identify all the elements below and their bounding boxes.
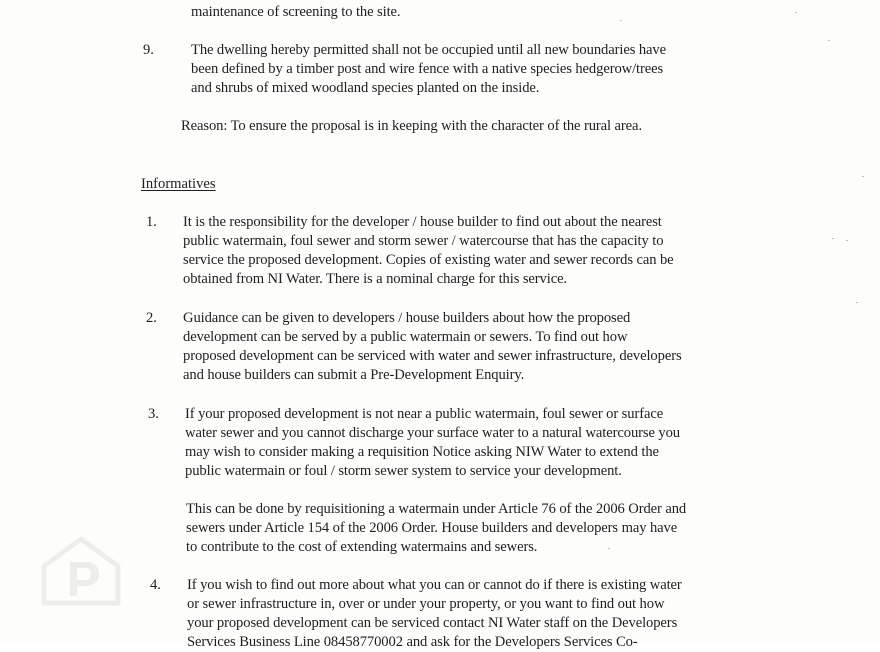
condition-9-number: 9. xyxy=(143,42,154,58)
informative-2-number: 2. xyxy=(146,310,157,326)
informative-3-line-4: public watermain or foul / storm sewer system to service your development. xyxy=(185,463,622,479)
scan-speck xyxy=(608,548,610,549)
informative-3-para2-line-3: to contribute to the cost of extending watermains and sewers. xyxy=(186,539,538,555)
informative-3-number: 3. xyxy=(148,406,159,422)
informative-3-para2-line-1: This can be done by requisitioning a watermain under Article 76 of the 2006 Order and xyxy=(186,501,687,517)
scan-speck xyxy=(795,12,797,13)
informative-1-number: 1. xyxy=(146,214,157,230)
condition-9-line-2: been defined by a timber post and wire fence with a native species hedgerow/trees xyxy=(191,61,664,77)
scan-speck xyxy=(846,240,848,241)
informative-2-line-4: and house builders can submit a Pre-Development Enquiry. xyxy=(183,367,525,383)
condition-9-line-1: The dwelling hereby permitted shall not be occupied until all new boundaries have xyxy=(191,42,666,58)
informatives-heading: Informatives xyxy=(141,176,216,192)
informative-1-line-4: obtained from NI Water. There is a nominal charge for this service. xyxy=(183,271,568,287)
informative-4-line-1: If you wish to find out more about what you can or cannot do if there is existing water xyxy=(187,577,682,593)
informative-3-line-2: water sewer and you cannot discharge your surface water to a natural watercourse you xyxy=(185,425,681,441)
informative-4-number: 4. xyxy=(150,577,161,593)
informative-2-line-1: Guidance can be given to developers / house builders about how the proposed xyxy=(183,310,631,326)
scan-speck xyxy=(856,302,858,303)
informative-1-line-2: public watermain, foul sewer and storm sewer / watercourse that has the capacity to xyxy=(183,233,664,249)
informative-1-line-3: service the proposed development. Copies of existing water and sewer records can be xyxy=(183,252,674,268)
condition-9-line-3: and shrubs of mixed woodland species planted on the inside. xyxy=(191,80,540,96)
informative-3-para2-line-2: sewers under Article 154 of the 2006 Order. House builders and developers may have xyxy=(186,520,678,536)
informative-2-line-3: proposed development can be serviced with water and sewer infrastructure, developers xyxy=(183,348,682,364)
informative-1-line-1: It is the responsibility for the developer / house builder to find out about the nearest xyxy=(183,214,662,230)
house-logo-watermark-icon xyxy=(40,536,122,606)
condition-8-tail: maintenance of screening to the site. xyxy=(191,4,401,20)
informative-4-line-4: Services Business Line 08458770002 and ask for the Developers Services Co- xyxy=(187,634,638,650)
informative-2-line-2: development can be served by a public watermain or sewers. To find out how xyxy=(183,329,628,345)
scan-speck xyxy=(832,238,834,239)
condition-9-reason: Reason: To ensure the proposal is in keeping with the character of the rural area. xyxy=(181,118,642,134)
informative-3-line-3: may wish to consider making a requisition Notice asking NIW Water to extend the xyxy=(185,444,659,460)
informative-4-line-3: your proposed development can be serviced contact NI Water staff on the Developers xyxy=(187,615,678,631)
scan-speck xyxy=(862,176,864,177)
informative-3-line-1: If your proposed development is not near a public watermain, foul sewer or surface xyxy=(185,406,664,422)
scan-speck xyxy=(620,20,622,21)
informative-4-line-2: or sewer infrastructure in, over or under your property, or you want to find out how xyxy=(187,596,665,612)
scan-speck xyxy=(828,40,830,41)
